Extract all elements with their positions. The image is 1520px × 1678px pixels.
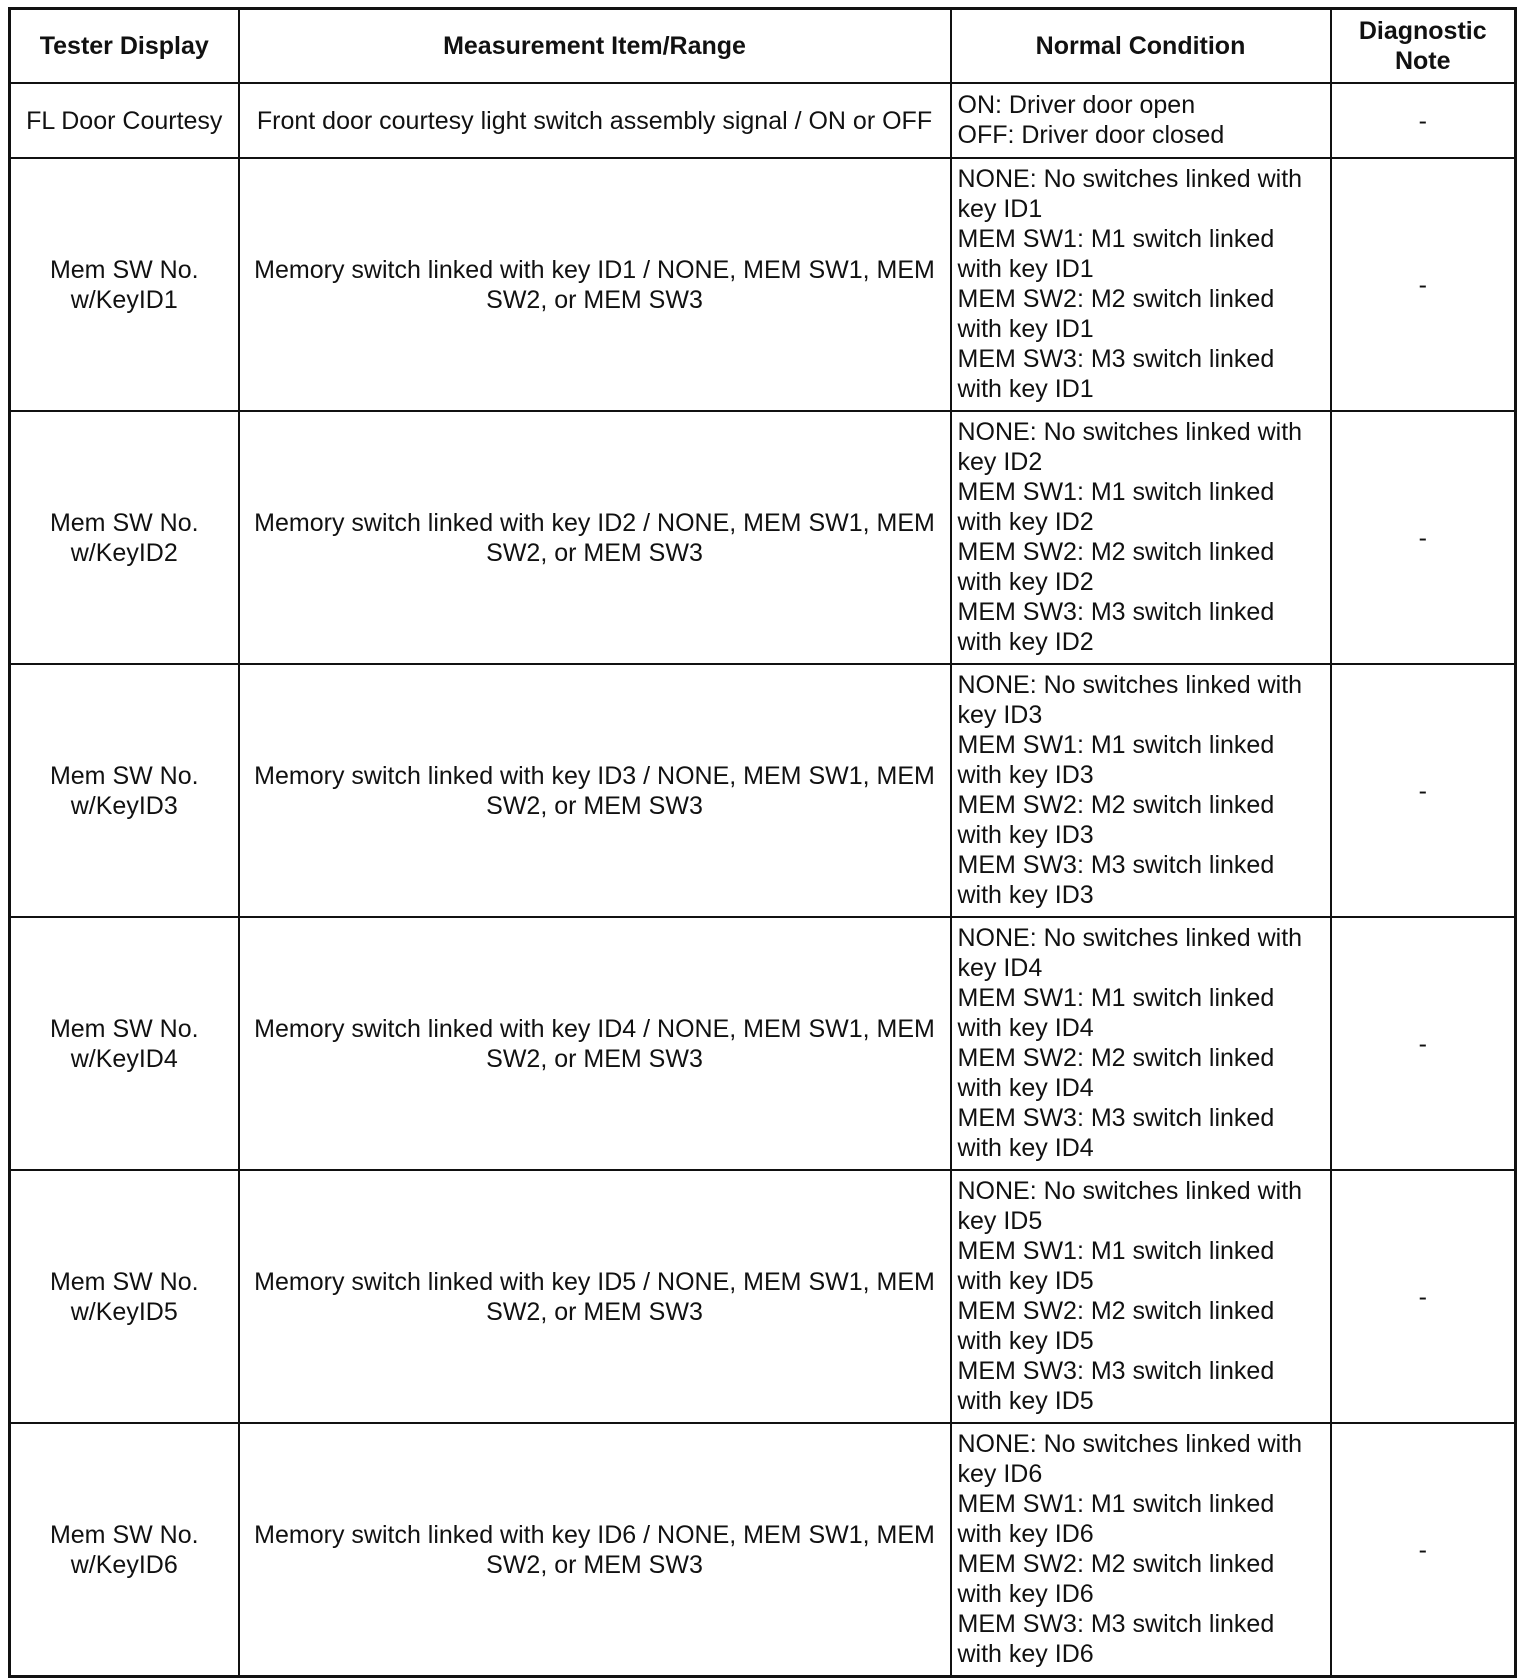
condition-line: MEM SW3: M3 switch linked with key ID4	[957, 1103, 1275, 1162]
condition-line: MEM SW3: M3 switch linked with key ID3	[957, 850, 1275, 909]
condition-line: NONE: No switches linked with key ID4	[957, 923, 1303, 982]
condition-line: ON: Driver door open	[957, 90, 1196, 119]
condition-line: MEM SW1: M1 switch linked with key ID5	[957, 1236, 1275, 1295]
normal-condition-cell	[951, 1170, 1331, 1423]
normal-condition-cell	[951, 1423, 1331, 1677]
diagnostic-note-cell: -	[1331, 1170, 1516, 1423]
tester-display-cell: Mem SW No. w/KeyID3	[10, 664, 239, 917]
condition-line: MEM SW3: M3 switch linked with key ID5	[957, 1356, 1275, 1415]
table-row	[10, 664, 1516, 917]
header-measurement: Measurement Item/Range	[239, 9, 951, 84]
table-row	[10, 917, 1516, 1170]
condition-line: MEM SW2: M2 switch linked with key ID5	[957, 1296, 1275, 1355]
condition-line: MEM SW3: M3 switch linked with key ID2	[957, 597, 1275, 656]
measurement-cell: Memory switch linked with key ID4 / NONE, MEM SW1, MEM SW2, or MEM SW3	[239, 917, 951, 1170]
condition-line: MEM SW2: M2 switch linked with key ID2	[957, 537, 1275, 596]
condition-line: NONE: No switches linked with key ID2	[957, 417, 1303, 476]
normal-condition-cell	[951, 411, 1331, 664]
tester-display-cell: Mem SW No. w/KeyID6	[10, 1423, 239, 1677]
condition-line: MEM SW3: M3 switch linked with key ID1	[957, 344, 1275, 403]
tester-display-cell: Mem SW No. w/KeyID5	[10, 1170, 239, 1423]
condition-line: MEM SW3: M3 switch linked with key ID6	[957, 1609, 1275, 1668]
condition-line: MEM SW2: M2 switch linked with key ID4	[957, 1043, 1275, 1102]
header-tester-display: Tester Display	[10, 9, 239, 84]
condition-line: NONE: No switches linked with key ID3	[957, 670, 1303, 729]
diagnostic-note-cell: -	[1331, 917, 1516, 1170]
diagnostic-note-cell: -	[1331, 664, 1516, 917]
condition-line: NONE: No switches linked with key ID6	[957, 1429, 1303, 1488]
condition-line: OFF: Driver door closed	[957, 120, 1225, 149]
measurement-cell: Memory switch linked with key ID3 / NONE, MEM SW1, MEM SW2, or MEM SW3	[239, 664, 951, 917]
tester-display-cell: Mem SW No. w/KeyID1	[10, 158, 239, 411]
diagnostic-note-cell: -	[1331, 1423, 1516, 1677]
tester-display-cell: Mem SW No. w/KeyID2	[10, 411, 239, 664]
normal-condition-cell	[951, 917, 1331, 1170]
normal-condition-cell	[951, 83, 1331, 158]
measurement-cell: Memory switch linked with key ID5 / NONE, MEM SW1, MEM SW2, or MEM SW3	[239, 1170, 951, 1423]
measurement-cell: Memory switch linked with key ID2 / NONE, MEM SW1, MEM SW2, or MEM SW3	[239, 411, 951, 664]
condition-line: MEM SW1: M1 switch linked with key ID3	[957, 730, 1275, 789]
measurement-cell: Memory switch linked with key ID6 / NONE, MEM SW1, MEM SW2, or MEM SW3	[239, 1423, 951, 1677]
table-header-row	[10, 9, 1516, 84]
data-list-table	[8, 7, 1517, 1678]
table-row	[10, 411, 1516, 664]
condition-line: MEM SW2: M2 switch linked with key ID1	[957, 284, 1275, 343]
diagnostic-note-cell: -	[1331, 411, 1516, 664]
header-diagnostic-note: Diagnostic Note	[1331, 9, 1516, 84]
table-row	[10, 1170, 1516, 1423]
condition-line: NONE: No switches linked with key ID1	[957, 164, 1303, 223]
condition-line: MEM SW1: M1 switch linked with key ID2	[957, 477, 1275, 536]
measurement-cell: Front door courtesy light switch assembly signal / ON or OFF	[239, 83, 951, 158]
tester-display-cell: FL Door Courtesy	[10, 83, 239, 158]
condition-line: MEM SW2: M2 switch linked with key ID6	[957, 1549, 1275, 1608]
condition-line: MEM SW2: M2 switch linked with key ID3	[957, 790, 1275, 849]
normal-condition-cell	[951, 664, 1331, 917]
table-row	[10, 1423, 1516, 1677]
condition-line: NONE: No switches linked with key ID5	[957, 1176, 1303, 1235]
condition-line: MEM SW1: M1 switch linked with key ID1	[957, 224, 1275, 283]
header-normal-condition: Normal Condition	[951, 9, 1331, 84]
table-row	[10, 83, 1516, 158]
condition-line: MEM SW1: M1 switch linked with key ID6	[957, 1489, 1275, 1548]
measurement-cell: Memory switch linked with key ID1 / NONE, MEM SW1, MEM SW2, or MEM SW3	[239, 158, 951, 411]
tester-display-cell: Mem SW No. w/KeyID4	[10, 917, 239, 1170]
condition-line: MEM SW1: M1 switch linked with key ID4	[957, 983, 1275, 1042]
diagnostic-note-cell: -	[1331, 83, 1516, 158]
normal-condition-cell	[951, 158, 1331, 411]
table-row	[10, 158, 1516, 411]
diagnostic-note-cell: -	[1331, 158, 1516, 411]
